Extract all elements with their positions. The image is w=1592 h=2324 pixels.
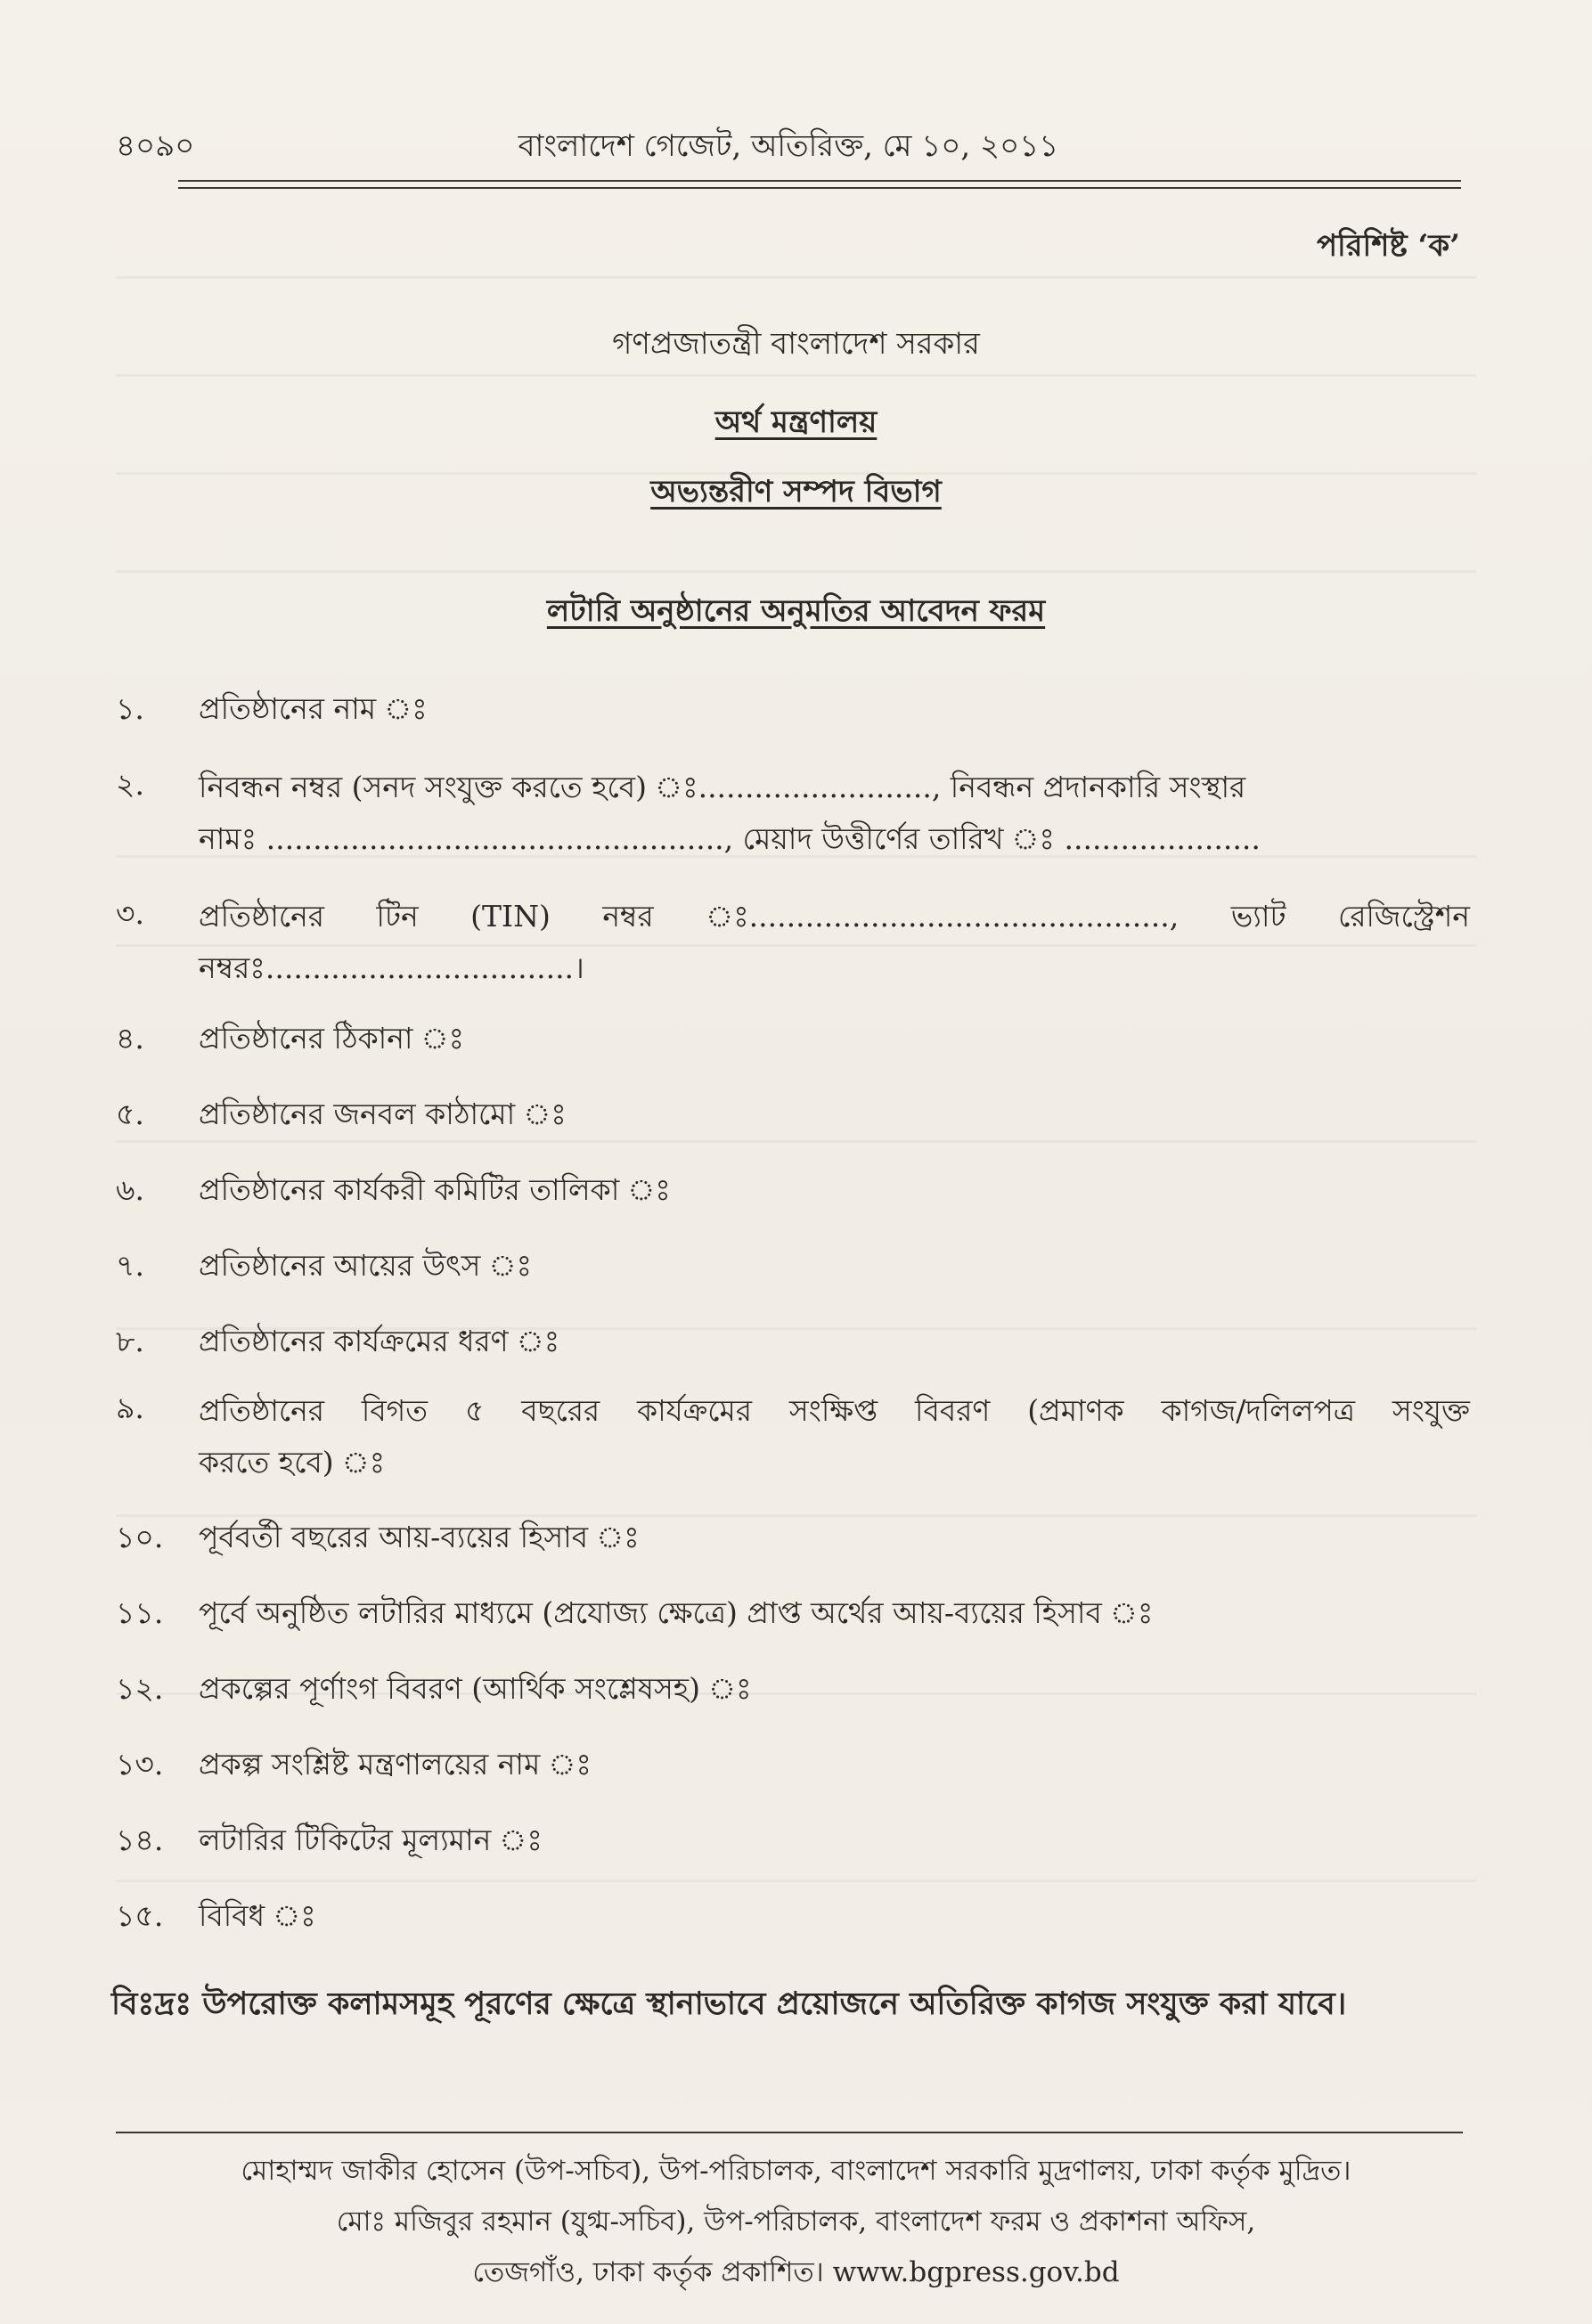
item-number: ৯. [116,1390,144,1425]
word: টিন [376,899,419,934]
item-number: ২. [116,767,144,802]
word: সংযুক্ত [1392,1393,1470,1428]
page-number: ৪০৯০ [116,128,195,164]
item-text: লটারির টিকিটের মূল্যমান ঃ [199,1823,543,1857]
item-text: প্রতিষ্ঠানের ঠিকানা ঃ [199,1021,465,1056]
word: ৫ [464,1393,485,1428]
bleed-through-line [116,570,1476,573]
publisher-credit: মোঃ মজিবুর রহমান (যুগ্ম-সচিব), উপ-পরিচালক, বাংলাদেশ ফরম ও প্রকাশনা অফিস, [336,2206,1256,2238]
footer-rule [116,2132,1463,2133]
word: ঃ............................................., [706,899,1180,934]
item-text-line: নামঃ ................................................., মেয়াদ উত্তীর্ণের তারিখ ঃ ..................... [199,821,1261,856]
item-number: ৫. [116,1097,144,1131]
word: ভ্যাট [1230,899,1286,934]
header-rule [178,180,1461,182]
word: বছরের [521,1393,600,1428]
division-name: অভ্যন্তরীণ সম্পদ বিভাগ [650,474,942,510]
header-rule [178,187,1461,189]
item-number: ৬. [116,1172,144,1207]
word: (প্রমাণক [1027,1393,1124,1428]
item-text: প্রতিষ্ঠানের কার্যক্রমের ধরণ ঃ [199,1324,560,1358]
word: বিগত [361,1393,429,1428]
word: প্রতিষ্ঠানের [199,899,325,934]
item-number: ১৩. [116,1747,164,1782]
item-text-line [199,891,1470,942]
footnote: বিঃদ্রঃ উপরোক্ত কলামসমূহ পূরণের ক্ষেত্রে স্থানাভাবে প্রয়োজনে অতিরিক্ত কাগজ সংযুক্ত করা যাবে। [111,1986,1347,2022]
item-text: পূর্বে অনুষ্ঠিত লটারির মাধ্যমে (প্রযোজ্য ক্ষেত্রে) প্রাপ্ত অর্থের আয়-ব্যয়ের হিসাব ঃ [199,1595,1154,1630]
printer-credit: মোহাম্মদ জাকীর হোসেন (উপ-সচিব), উপ-পরিচালক, বাংলাদেশ সরকারি মুদ্রণালয়, ঢাকা কর্তৃক মুদ্রিত। [241,2155,1351,2187]
bleed-through-line [116,276,1476,279]
item-number: ১৫. [116,1898,164,1933]
government-name: গণপ্রজাতন্ত্রী বাংলাদেশ সরকার [612,326,980,362]
item-text: প্রতিষ্ঠানের কার্যকরী কমিটির তালিকা ঃ [199,1172,671,1207]
item-number: ৩. [116,896,144,931]
bleed-through-line [116,1880,1476,1882]
form-title: লটারি অনুষ্ঠানের অনুমতির আবেদন ফরম [546,593,1046,629]
item-number: ১৪. [116,1823,164,1857]
word: কাগজ/দলিলপত্র [1161,1393,1356,1428]
item-number: ১২. [116,1671,164,1706]
item-text: প্রকল্পের পূর্ণাংগ বিবরণ (আর্থিক সংশ্লেষসহ) ঃ [199,1671,752,1706]
item-text: প্রতিষ্ঠানের আয়ের উৎস ঃ [199,1248,533,1283]
item-text-line: নম্বরঃ.................................। [199,950,584,985]
item-number: ৪. [116,1021,144,1056]
ministry-name: অর্থ মন্ত্রণালয় [714,404,878,440]
item-text: বিবিধ ঃ [199,1898,316,1933]
item-number: ১. [116,691,144,726]
item-text: পূর্ববর্তী বছরের আয়-ব্যয়ের হিসাব ঃ [199,1520,640,1554]
item-text-line [199,1385,1470,1437]
word: সংক্ষিপ্ত [788,1393,878,1428]
item-number: ১১. [116,1595,164,1630]
bleed-through-line [116,374,1476,377]
item-text: প্রতিষ্ঠানের জনবল কাঠামো ঃ [199,1097,567,1131]
word: প্রতিষ্ঠানের [199,1393,325,1428]
item-text-line: নিবন্ধন নম্বর (সনদ সংযুক্ত করতে হবে) ঃ........................., নিবন্ধন প্রদানকারি সংস্থার [199,770,1246,804]
item-text: প্রতিষ্ঠানের নাম ঃ [199,691,428,726]
word: বিবরণ [915,1393,991,1428]
word: (TIN) [470,899,551,934]
item-number: ৭. [116,1248,144,1283]
gazette-title: বাংলাদেশ গেজেট, অতিরিক্ত, মে ১০, ২০১১ [518,128,1059,164]
appendix-label: পরিশিষ্ট ‘ক’ [1316,228,1460,264]
word: নম্বর [602,899,654,934]
item-text: প্রকল্প সংশ্লিষ্ট মন্ত্রণালয়ের নাম ঃ [199,1747,592,1782]
word: রেজিস্ট্রেশন [1337,899,1470,934]
item-number: ৮. [116,1324,144,1358]
item-number: ১০. [116,1520,164,1554]
word: কার্যক্রমের [637,1393,753,1428]
item-text-line: করতে হবে) ঃ [199,1445,386,1480]
publisher-location: তেজগাঁও, ঢাকা কর্তৃক প্রকাশিত। www.bgpress.gov.bd [472,2256,1120,2288]
page-header [116,123,1461,176]
